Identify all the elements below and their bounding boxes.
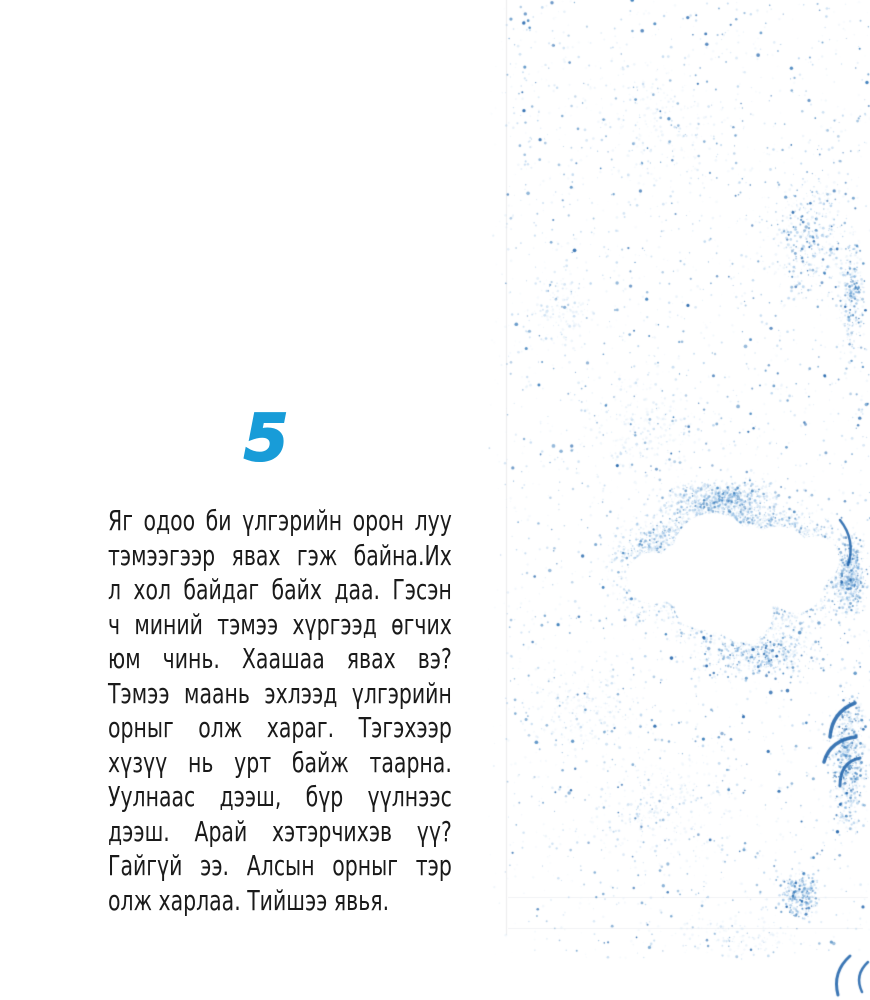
splatter-texture	[488, 0, 870, 1000]
story-text	[108, 504, 452, 918]
story-line: ч миний тэмээ хүргээд өгчих	[108, 607, 452, 641]
story-line: Яг одоо би үлгэрийн орон луу	[108, 504, 452, 537]
story-line: л хол байдаг байх даа. Гэсэн	[108, 573, 452, 606]
story-line: Уулнаас дээш, бүр үүлнээс	[108, 780, 452, 813]
story-line: тэмээгээр явах гэж байна.Их	[108, 538, 452, 572]
story-line: олж харлаа. Тийшээ явья.	[108, 883, 390, 917]
story-line: орныг олж хараг. Тэгэхээр	[108, 711, 452, 744]
story-line: Гайгүй ээ. Алсын орныг тэр	[108, 849, 452, 882]
chapter-number: 5	[243, 402, 289, 476]
story-line: дээш. Арай хэтэрчихэв үү?	[108, 814, 452, 848]
story-line: хүзүү нь урт байж таарна.	[108, 745, 452, 779]
story-line: юм чинь. Хаашаа явах вэ?	[108, 642, 452, 675]
story-line: Тэмээ маань эхлээд үлгэрийн	[108, 676, 452, 710]
